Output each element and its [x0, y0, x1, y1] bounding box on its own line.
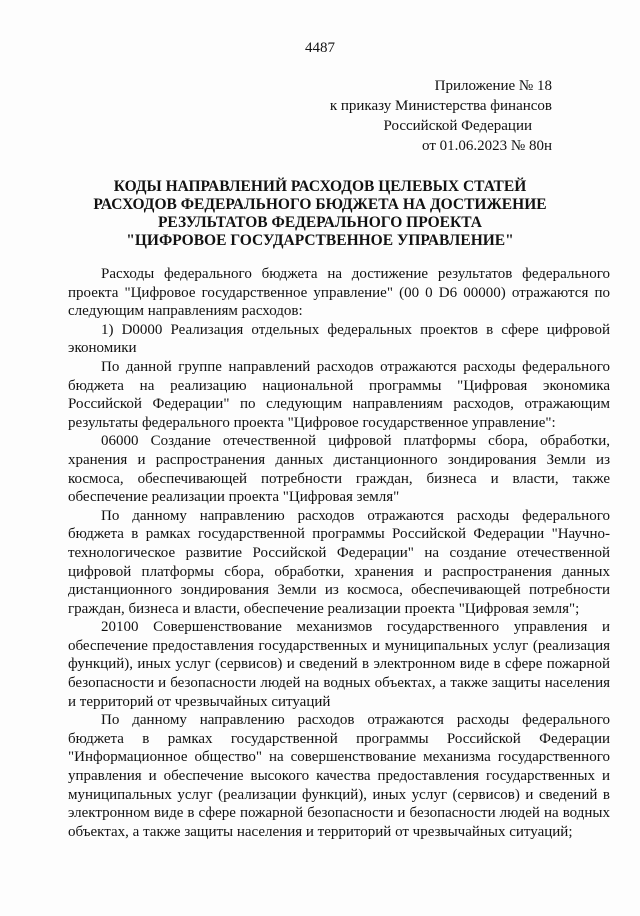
title-line: КОДЫ НАПРАВЛЕНИЙ РАСХОДОВ ЦЕЛЕВЫХ СТАТЕЙ	[113, 178, 527, 195]
body-paragraph-20100-desc: По данному направлению расходов отражаются расходы федерального бюджета в рамках государственной программы Российской Федерации "Информационное общество" на совершенствование механизма государственного управления и обеспечение высокого качества предоставления государственных и муниципальных услуг (реализации функций), иных услуг (сервисов) и сведений в электронном виде в сфере пожарной безопасности и безопасности людей на водных объектах, а также защиты населения и территорий от чрезвычайных ситуаций;	[68, 712, 610, 840]
document-title	[60, 178, 580, 250]
appendix-order-ref: к приказу Министерства финансов	[329, 98, 552, 114]
body-paragraph-d0000-desc: По данной группе направлений расходов отражаются расходы федерального бюджета на реализацию национальной программы "Цифровая экономика Российской Федерации" по следующим направлениям расходов, отражающим результаты федерального проекта "Цифровое государственное управление":	[68, 358, 610, 431]
document-body	[68, 265, 610, 841]
body-paragraph-d0000: 1) D0000 Реализация отдельных федеральных проектов в сфере цифровой экономики	[68, 321, 610, 357]
body-paragraph-06000: 06000 Создание отечественной цифровой платформы сбора, обработки, хранения и распространения данных дистанционного зондирования Земли из космоса, обеспечивающей потребности граждан, бизнеса и власти, также обеспечение реализации проекта "Цифровая земля"	[68, 433, 610, 506]
title-line: "ЦИФРОВОЕ ГОСУДАРСТВЕННОЕ УПРАВЛЕНИЕ"	[126, 232, 514, 249]
body-paragraph-20100: 20100 Совершенствование механизмов государственного управления и обеспечение предоставления государственных и муниципальных услуг (реализация функций), иных услуг (сервисов) и сведений в электронном виде в сфере пожарной безопасности и безопасности людей на водных объектах, а также защиты населения и территорий от чрезвычайных ситуаций	[68, 619, 610, 710]
appendix-date: от 01.06.2023 № 80н	[422, 138, 552, 154]
body-paragraph-intro: Расходы федерального бюджета на достижение результатов федерального проекта "Цифровое государственное управление" (00 0 D6 00000) отражаются по следующим направлениям расходов:	[68, 266, 610, 320]
appendix-country: Российской Федерации	[383, 118, 532, 134]
appendix-number: Приложение № 18	[434, 78, 552, 94]
title-line: РЕЗУЛЬТАТОВ ФЕДЕРАЛЬНОГО ПРОЕКТА	[157, 214, 483, 231]
appendix-header	[222, 76, 552, 156]
body-paragraph-06000-desc: По данному направлению расходов отражаются расходы федерального бюджета в рамках государственной программы Российской Федерации "Научно-технологическое развитие Российской Федерации" на создание отечественной цифровой платформы сбора, обработки, хранения и распространения данных дистанционного зондирования Земли из космоса, обеспечивающей потребности граждан, бизнеса и власти, обеспечение реализации проекта "Цифровая земля";	[68, 507, 610, 617]
page-number: 4487	[305, 40, 335, 56]
title-line: РАСХОДОВ ФЕДЕРАЛЬНОГО БЮДЖЕТА НА ДОСТИЖЕНИЕ	[93, 196, 547, 213]
